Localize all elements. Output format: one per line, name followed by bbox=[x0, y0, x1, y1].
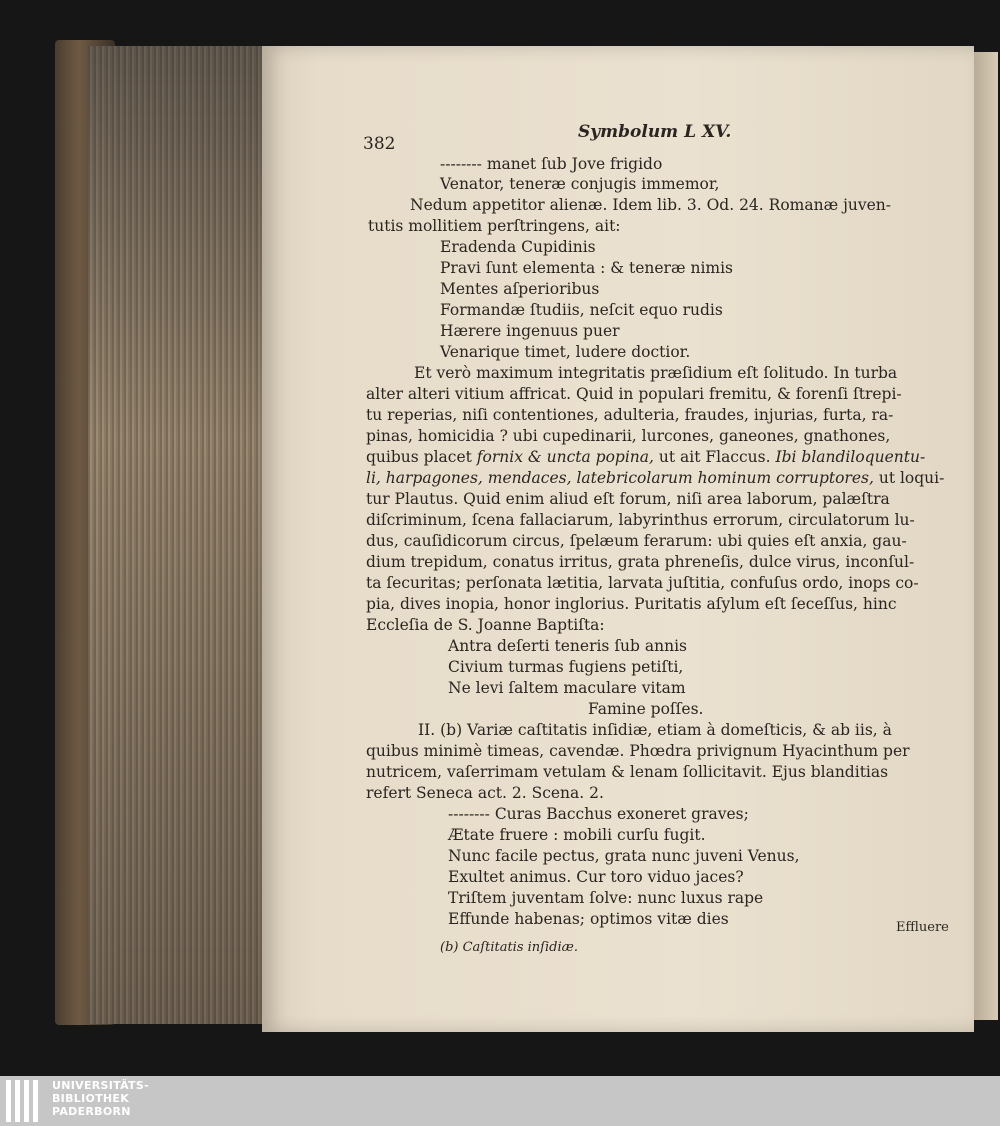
text-line: Eradenda Cupidinis bbox=[440, 238, 596, 256]
footnote: (b) Caſtitatis inſidiæ. bbox=[440, 940, 578, 955]
text-segment: ut ait Flaccus. bbox=[653, 448, 776, 466]
text-line: diſcriminum, ſcena fallaciarum, labyrinthus errorum, circulatorum lu- bbox=[366, 511, 915, 529]
italic-phrase: fornix & uncta popina, bbox=[476, 448, 654, 466]
italic-phrase: Ibi blandiloquentu- bbox=[775, 448, 926, 466]
text-line: -------- Curas Bacchus exoneret graves; bbox=[448, 805, 749, 823]
text-line: Effunde habenas; optimos vitæ dies bbox=[448, 910, 729, 928]
text-line: tur Plautus. Quid enim aliud eſt forum, niſi area laborum, palæſtra bbox=[366, 490, 890, 508]
library-name-line: PADERBORN bbox=[52, 1105, 131, 1118]
text-line: Famine poſſes. bbox=[588, 700, 704, 718]
text-line: II. (b) Variæ caſtitatis inſidiæ, etiam à domeſticis, & ab iis, à bbox=[418, 721, 892, 739]
catchword: Effluere bbox=[896, 920, 949, 935]
text-line: Et verò maximum integritatis præſidium eſt ſolitudo. In turba bbox=[414, 364, 898, 382]
library-logo-icon bbox=[6, 1080, 46, 1122]
text-line: Formandæ ſtudiis, neſcit equo rudis bbox=[440, 301, 723, 319]
text-line: alter alteri vitium affricat. Quid in populari fremitu, & forenſi ſtrepi- bbox=[366, 385, 902, 403]
text-line: Antra deſerti teneris ſub annis bbox=[448, 637, 688, 655]
text-line: Ætate fruere : mobili curſu fugit. bbox=[448, 826, 706, 844]
text-line: Civium turmas fugiens petiſti, bbox=[448, 658, 684, 676]
text-line: pia, dives inopia, honor inglorius. Puritatis aſylum eſt ſeceſſus, hinc bbox=[366, 595, 897, 613]
text-line: refert Seneca act. 2. Scena. 2. bbox=[366, 784, 604, 802]
text-segment: ut loqui- bbox=[873, 469, 945, 487]
library-name bbox=[52, 1079, 149, 1118]
text-line: Pravi ſunt elementa : & teneræ nimis bbox=[440, 259, 734, 277]
text-line: nutricem, vaſerrimam vetulam & lenam ſollicitavit. Ejus blanditias bbox=[366, 763, 889, 781]
text-line bbox=[366, 468, 944, 488]
library-name-line: UNIVERSITÄTS- bbox=[52, 1079, 149, 1092]
text-line: Mentes aſperioribus bbox=[440, 280, 600, 298]
text-line: quibus minimè timeas, cavendæ. Phœdra privignum Hyacinthum per bbox=[366, 742, 910, 760]
text-line: dium trepidum, conatus irritus, grata phreneſis, dulce virus, inconſul- bbox=[366, 553, 915, 571]
text-line: tutis mollitiem perſtringens, ait: bbox=[368, 217, 621, 235]
text-segment: quibus placet bbox=[366, 448, 472, 466]
text-line: Venator, teneræ conjugis immemor, bbox=[440, 175, 720, 193]
text-line: tu reperias, niſi contentiones, adulteria, fraudes, injurias, furta, ra- bbox=[366, 406, 894, 424]
text-line: Nedum appetitor alienæ. Idem lib. 3. Od. 24. Romanæ juven- bbox=[410, 196, 892, 214]
italic-phrase: li, harpagones, mendaces, latebricolarum hominum corruptores, bbox=[366, 469, 874, 487]
text-line: pinas, homicidia ? ubi cupedinarii, lurcones, ganeones, gnathones, bbox=[366, 427, 891, 445]
text-line: -------- manet ſub Jove frigido bbox=[440, 155, 663, 173]
text-line: Nunc facile pectus, grata nunc juveni Venus, bbox=[448, 847, 800, 865]
text-line: Venarique timet, ludere doctior. bbox=[440, 343, 691, 361]
page-number: 382 bbox=[363, 134, 396, 154]
text-line: Hærere ingenuus puer bbox=[440, 322, 620, 340]
text-line: Triſtem juventam ſolve: nunc luxus rape bbox=[448, 889, 764, 907]
text-line: dus, cauſidicorum circus, ſpelæum ferarum: ubi quies eſt anxia, gau- bbox=[366, 532, 907, 550]
library-banner bbox=[0, 1076, 1000, 1126]
text-line: Exultet animus. Cur toro viduo jaces? bbox=[448, 868, 744, 886]
text-line: ta ſecuritas; perſonata lætitia, larvata juſtitia, confuſus ordo, inops co- bbox=[366, 574, 919, 592]
text-line: Ne levi ſaltem maculare vitam bbox=[448, 679, 686, 697]
running-head: Symbolum L XV. bbox=[578, 122, 732, 142]
text-line bbox=[366, 447, 925, 467]
library-name-line: BIBLIOTHEK bbox=[52, 1092, 130, 1105]
text-line: Eccleſia de S. Joanne Baptiſta: bbox=[366, 616, 605, 634]
